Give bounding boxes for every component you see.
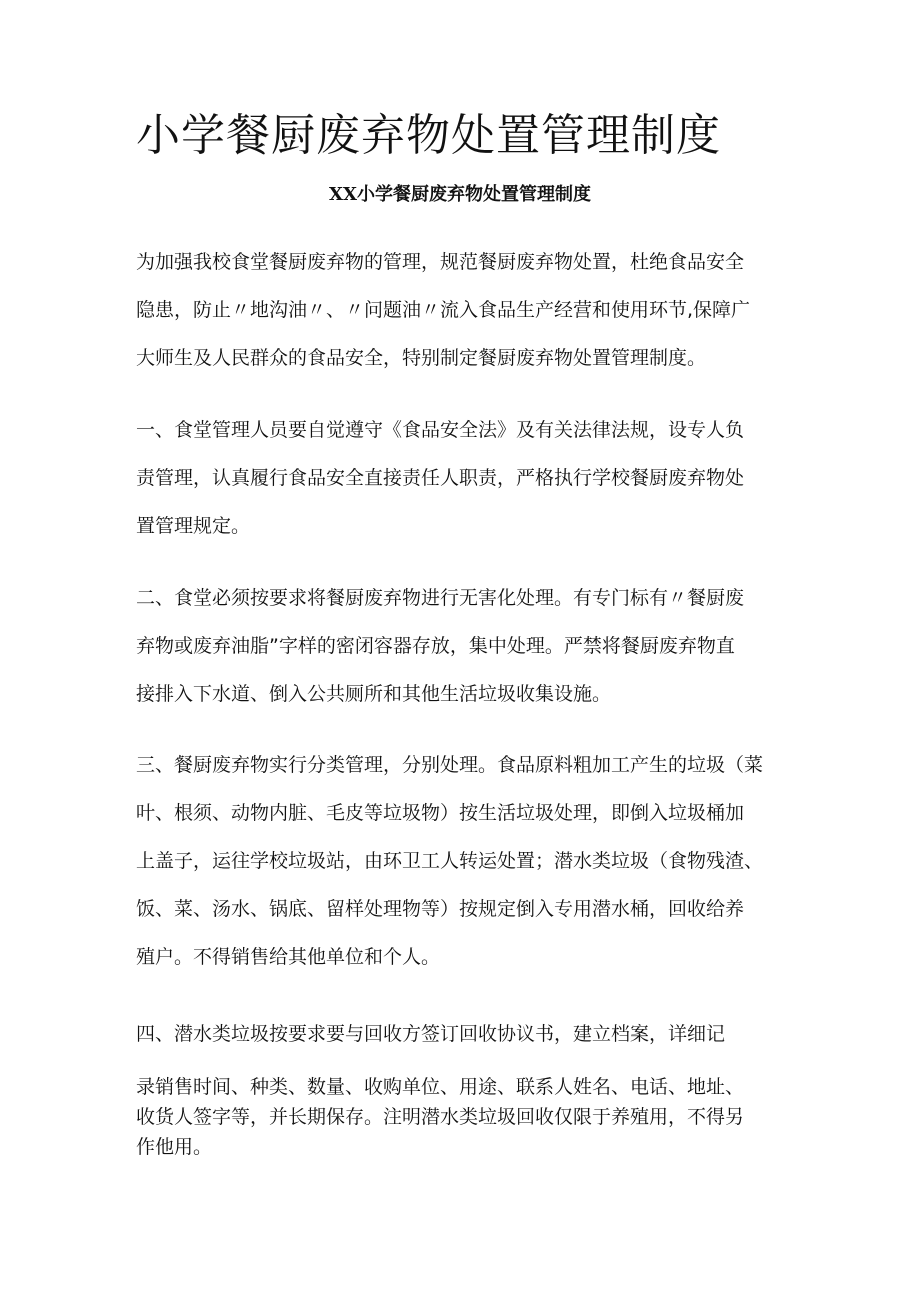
section-4-line: 收货人签字等，并长期保存。注明潜水类垃圾回收仅限于养殖用，不得另 xyxy=(136,1106,745,1128)
intro-line: 隐患，防止〃地沟油〃、〃问题油〃流入食品生产经营和使用环节,保障广 xyxy=(136,299,751,321)
section-2-line: 二、食堂必须按要求将餐厨废弃物进行无害化处理。有专门标有〃餐厨废 xyxy=(136,587,745,609)
intro-paragraph xyxy=(136,238,801,382)
intro-line: 大师生及人民群众的食品安全，特别制定餐厨废弃物处置管理制度。 xyxy=(136,347,707,369)
section-4-line: 录销售时间、种类、数量、收购单位、用途、联系人姓名、电话、地址、 xyxy=(136,1076,745,1098)
section-4-line: 四、潜水类垃圾按要求要与回收方签订回收协议书，建立档案，详细记 xyxy=(136,1023,726,1045)
section-3-line: 叶、根须、动物内脏、毛皮等垃圾物）按生活垃圾处理，即倒入垃圾桶加 xyxy=(136,802,745,824)
document-subtitle: XX小学餐厨废弃物处置管理制度 xyxy=(329,184,591,205)
section-1-line: 置管理规定。 xyxy=(136,515,251,537)
section-2-line: 接排入下水道、倒入公共厕所和其他生活垃圾收集设施。 xyxy=(136,683,612,705)
section-3-paragraph xyxy=(136,741,801,981)
section-3-line: 饭、菜、汤水、锅底、留样处理物等）按规定倒入专用潜水桶，回收给养 xyxy=(136,898,745,920)
section-3-line: 殖户。不得销售给其他单位和个人。 xyxy=(136,946,441,968)
section-1-line: 责管理，认真履行食品安全直接责任人职责，严格执行学校餐厨废弃物处 xyxy=(136,467,745,489)
section-1-line: 一、食堂管理人员要自觉遵守《食品安全法》及有关法律法规，设专人负 xyxy=(136,419,745,441)
section-2-paragraph xyxy=(136,574,801,718)
section-3-line: 上盖子，运往学校垃圾站，由环卫工人转运处置；潜水类垃圾（食物残渣、 xyxy=(136,850,764,872)
section-4-line: 作他用。 xyxy=(136,1136,213,1158)
section-4-heading-line xyxy=(136,1010,801,1058)
section-4-paragraph xyxy=(136,1072,801,1162)
page-title: 小学餐厨废弃物处置管理制度 xyxy=(136,110,721,161)
intro-line: 为加强我校食堂餐厨废弃物的管理，规范餐厨废弃物处置，杜绝食品安全 xyxy=(136,251,745,273)
section-3-line: 三、餐厨废弃物实行分类管理，分别处理。食品原料粗加工产生的垃圾（菜 xyxy=(136,754,764,776)
section-1-paragraph xyxy=(136,406,801,550)
section-2-line: 弃物或废弃油脂”字样的密闭容器存放，集中处理。严禁将餐厨废弃物直 xyxy=(136,635,735,657)
